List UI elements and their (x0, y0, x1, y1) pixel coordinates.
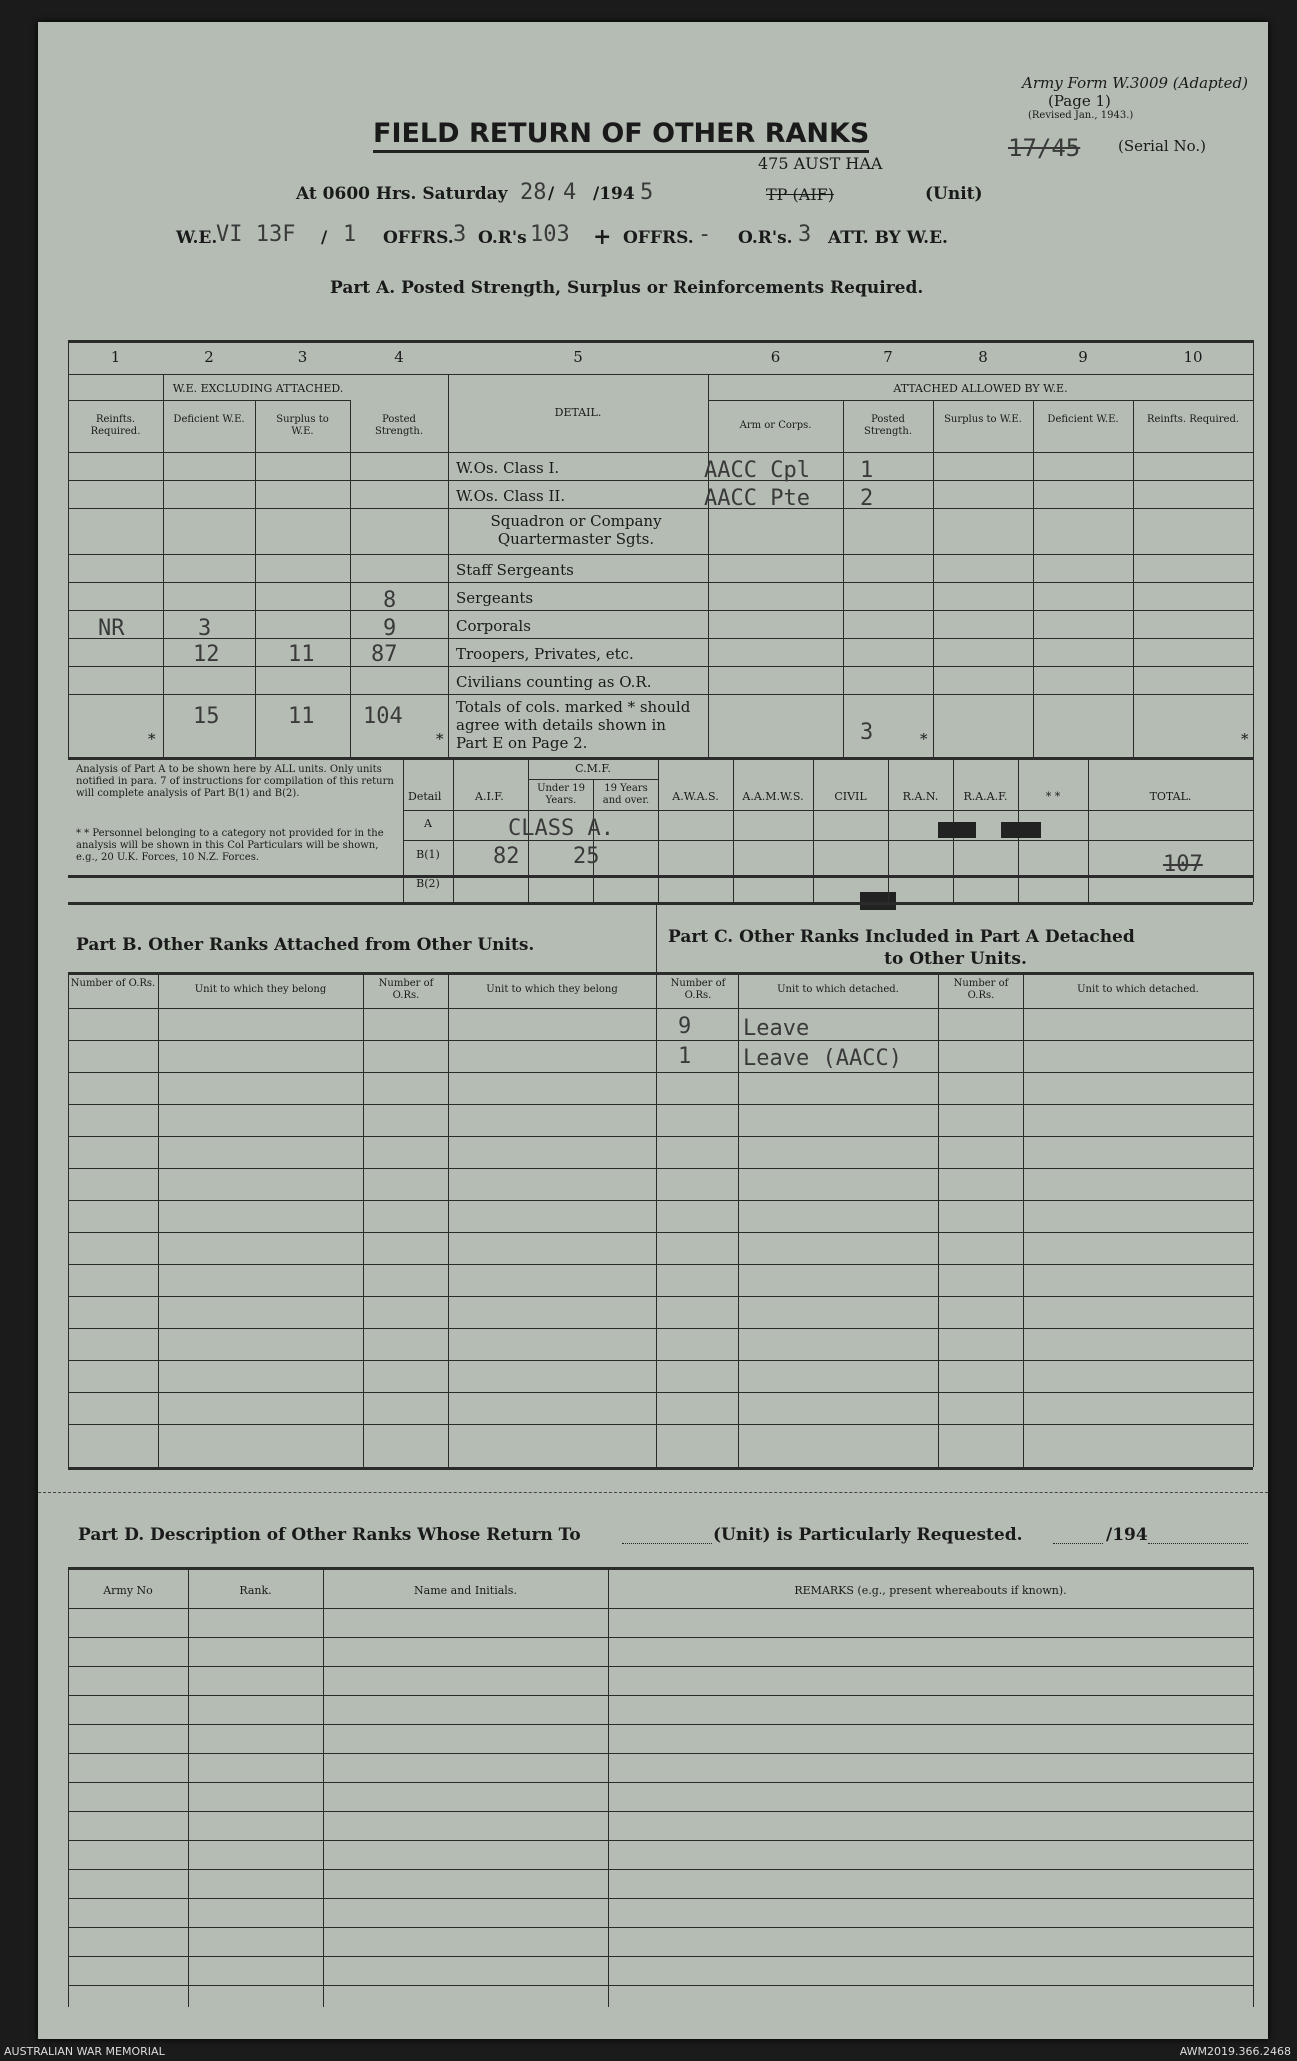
part-b-title: Part B. Other Ranks Attached from Other Units. (76, 935, 535, 955)
star-mark: * (148, 730, 156, 748)
date-day: 28 (520, 180, 547, 205)
posted-strength-value: 9 (383, 616, 397, 641)
part-a-title: Part A. Posted Strength, Surplus or Reinforcements Required. (330, 278, 924, 298)
cmf-under19: Under 19 Years. (537, 783, 585, 806)
analysis-detail-header: Detail (408, 790, 442, 803)
unit-line-1: 475 AUST HAA (758, 154, 883, 173)
part-c-unit: Leave (AACC) (743, 1046, 902, 1071)
part-c-title-1: Part C. Other Ranks Included in Part A Detached (668, 927, 1135, 947)
serial-number-value: 17/45 (1008, 134, 1081, 162)
detail-row-label: Sergeants (456, 589, 534, 607)
col-number: 9 (1078, 348, 1088, 366)
part-d-col: Rank. (239, 1584, 272, 1597)
part-b-col: Unit to which they belong (486, 984, 618, 995)
right-group-header: ATTACHED ALLOWED BY W.E. (893, 382, 1068, 395)
star-mark: * (1241, 730, 1249, 748)
col-number: 10 (1183, 348, 1203, 366)
at-hrs-label: At 0600 Hrs. Saturday (296, 184, 508, 204)
col-number: 8 (978, 348, 988, 366)
analysis-row-label: B(1) (416, 848, 440, 861)
deficient-value: 3 (198, 616, 212, 641)
total-surplus: 11 (288, 704, 315, 729)
col-number: 1 (110, 348, 121, 366)
part-d-title-b: (Unit) is Particularly Requested. (713, 1525, 1023, 1545)
cmf-over19: 19 Years and over. (602, 783, 650, 806)
col-header: Surplus to W.E. (276, 414, 329, 437)
total-value: 107 (1163, 852, 1203, 877)
detail-header: DETAIL. (554, 406, 602, 419)
form-sheet: Army Form W.3009 (Adapted) (Page 1) (Revised Jan., 1943.) 17/45 (Serial No.) FIELD RETURN OF OTHER RANKS 475 AUST HAA TP (AIF) At 0600 Hrs. Saturday 28 / 4 /194 5 (Unit) W.E. VI 13F / 1 OFFRS. 3 O.R's 103 + OFFRS. - O.R's. 3 ATT. BY W.E. Part A. Posted Strength, Surplus or Reinforcements Required. 1 2 3 4 5 6 7 8 9 10 W.E. EXCLUDING ATTACHED. ATTACHED ALLOWED BY W.E. DETAIL. Reinfts. Required. Deficient W.E. Surplus to W.E. Posted Strength. Arm or Corps. Posted Strength. Surplus to W.E. Deficient W.E. Reinfts. Required. W.Os. Class I. W.Os. Class II. Squadron or Company Quartermaster Sgts. Staff Sergeants Sergeants Corporals Troopers, Privates, etc. Civilians counting as O.R. Totals of cols. marked * should agree with details shown in Part E on Page 2. AACC Cpl 1 AACC Pte 2 8 NR 3 9 12 11 87 15 11 104 3 * * * * Analysis of Part A to be shown here by ALL units. Only units notified in para. 7 of instructions for compilation of this return will complete analysis of Part B(1) and B(2). * * Personnel belonging to a category not provided for in the analysis will be shown in this Col Particulars will be shown, e.g., 20 U.K. Forces, 10 N.Z. Forces. Detail A.I.F. C.M.F. Under 19 Years. 19 Years and over. A.W.A.S. A.A.M.W.S. CIVIL R.A.N. R.A.A.F. * * TOTAL. A B(1) B(2) CLASS A. 82 25 107 Part B. Other Ranks Attached from Other Units. Part C. Other Ranks Included in Part A Detached to Other Units. Number of O.Rs. Unit to which they belong Number of O.Rs. Unit to which they belong Number of O.Rs. Unit to which detached. Number of O.Rs. Unit to which detached. 9 Leave 1 Leave (AACC) Part D. Description of Other Ranks Whose Return To (Unit) is Particularly Requested. /194 Army No Rank. Name and Initials. REMARKS (e.g., present whereabouts if known). (38, 22, 1268, 2039)
arm-corps-value: AACC Pte (704, 486, 810, 511)
analysis-row-label: A (424, 817, 432, 830)
part-c-col: Number of O.Rs. (953, 978, 1009, 1001)
offrs2-label: OFFRS. (623, 228, 694, 248)
we-value: VI 13F (216, 222, 296, 247)
detail-row-label: Squadron or Company Quartermaster Sgts. (490, 512, 662, 548)
part-c-count: 1 (678, 1044, 692, 1069)
total-posted: 104 (363, 704, 403, 729)
col-header: Arm or Corps. (739, 420, 812, 431)
col-number: 5 (573, 348, 583, 366)
col-header: Surplus to W.E. (944, 414, 1022, 425)
analysis-note-1: Analysis of Part A to be shown here by ALL units. Only units notified in para. 7 of instructions for compilation of this return will complete analysis of Part B(1) and B(2). (76, 764, 394, 799)
part-b-col: Unit to which they belong (194, 984, 327, 995)
reinforcements-value: NR (98, 616, 125, 641)
ors2-label: O.R's. (738, 228, 793, 248)
part-d-date: /194 (1106, 1525, 1148, 1545)
posted-strength-value: 2 (860, 486, 874, 511)
we-label: W.E. (176, 228, 218, 248)
col-header: Reinfts. Required. (1146, 414, 1240, 425)
posted-strength-value: 1 (860, 458, 874, 483)
date-year-digit: 5 (640, 180, 654, 205)
detail-row-label: Civilians counting as O.R. (456, 673, 652, 691)
analysis-note-2: * * Personnel belonging to a category not provided for in the analysis will be shown in this Col Particulars will be shown, e.g., 20 U.K. Forces, 10 N.Z. Forces. (76, 828, 384, 863)
we-number: 1 (343, 222, 357, 247)
footer-left: AUSTRALIAN WAR MEMORIAL (4, 2045, 165, 2058)
detail-row-label: Troopers, Privates, etc. (456, 645, 634, 663)
col-header: Deficient W.E. (173, 414, 245, 425)
raaf-header: R.A.A.F. (963, 790, 1008, 803)
left-group-header: W.E. EXCLUDING ATTACHED. (172, 382, 344, 395)
b1-aif-value: 82 (493, 844, 520, 869)
offrs-label: OFFRS. (383, 228, 454, 248)
posted-strength-value: 8 (383, 588, 397, 613)
offrs-value: 3 (453, 222, 467, 247)
redaction-mark (860, 892, 896, 910)
ran-header: R.A.N. (902, 790, 939, 803)
form-revised: (Revised Jan., 1943.) (1028, 110, 1134, 121)
ors-label: O.R's (478, 228, 527, 248)
part-c-count: 9 (678, 1014, 692, 1039)
part-d-title-a: Part D. Description of Other Ranks Whose Return To (78, 1525, 581, 1545)
analysis-row-label: B(2) (416, 877, 440, 890)
posted-strength-value: 87 (371, 642, 398, 667)
part-c-col: Unit to which detached. (777, 984, 899, 995)
detail-row-label: W.Os. Class II. (456, 487, 566, 505)
part-c-title-2: to Other Units. (884, 949, 1027, 969)
part-d-col: Army No (103, 1584, 153, 1597)
col-header: Posted Strength. (863, 414, 913, 437)
star-mark: * (436, 730, 444, 748)
form-page: (Page 1) (1048, 92, 1111, 110)
detail-row-label: W.Os. Class I. (456, 459, 560, 477)
totals-detail: Totals of cols. marked * should agree with details shown in Part E on Page 2. (456, 698, 691, 752)
part-b-col: Number of O.Rs. (378, 978, 434, 1001)
col-number: 2 (204, 348, 214, 366)
detail-row-label: Staff Sergeants (456, 561, 574, 579)
part-c-col: Number of O.Rs. (670, 978, 726, 1001)
offrs2-value: - (698, 222, 712, 247)
plus-sign: + (593, 224, 612, 250)
serial-number-label: (Serial No.) (1118, 137, 1206, 155)
form-name: Army Form W.3009 (Adapted) (1022, 74, 1248, 92)
total-deficient: 15 (193, 704, 220, 729)
col-header: Reinfts. Required. (90, 414, 141, 437)
form-title: FIELD RETURN OF OTHER RANKS (373, 118, 869, 153)
awas-header: A.W.A.S. (672, 790, 719, 803)
col-number: 3 (297, 348, 308, 366)
unit-label: (Unit) (925, 184, 983, 204)
part-d-col: Name and Initials. (414, 1584, 517, 1597)
part-c-col: Unit to which detached. (1077, 984, 1199, 995)
other-header: * * (1045, 790, 1061, 803)
date-year-prefix: /194 (593, 184, 635, 204)
class-a-typed: CLASS A. (508, 816, 614, 841)
cmf-header: C.M.F. (575, 762, 611, 775)
col-header: Posted Strength. (374, 414, 424, 437)
part-b-col: Number of O.Rs. (70, 978, 156, 989)
col-number: 4 (394, 348, 404, 366)
col-header: Deficient W.E. (1047, 414, 1119, 425)
arm-corps-value: AACC Cpl (704, 458, 810, 483)
surplus-value: 11 (288, 642, 315, 667)
unit-line-2: TP (AIF) (766, 185, 834, 204)
star-mark: * (920, 730, 928, 748)
detail-row-label: Corporals (456, 617, 531, 635)
aif-header: A.I.F. (475, 790, 504, 803)
redaction-mark (1001, 822, 1041, 838)
part-d-col: REMARKS (e.g., present whereabouts if known). (794, 1584, 1067, 1597)
total-header: TOTAL. (1149, 790, 1192, 803)
part-c-unit: Leave (743, 1016, 810, 1041)
ors-value: 103 (530, 222, 570, 247)
b1-cmf-value: 25 (573, 844, 600, 869)
col-number: 6 (770, 348, 781, 366)
ors2-value: 3 (798, 222, 812, 247)
total-attached-posted: 3 (860, 720, 874, 745)
footer-right: AWM2019.366.2468 (1179, 2045, 1291, 2058)
civil-header: CIVIL (834, 790, 867, 803)
att-label: ATT. BY W.E. (828, 228, 948, 248)
redaction-mark (938, 822, 976, 838)
date-month: 4 (563, 180, 577, 205)
deficient-value: 12 (193, 642, 220, 667)
aamws-header: A.A.M.W.S. (742, 790, 804, 803)
col-number: 7 (883, 348, 893, 366)
